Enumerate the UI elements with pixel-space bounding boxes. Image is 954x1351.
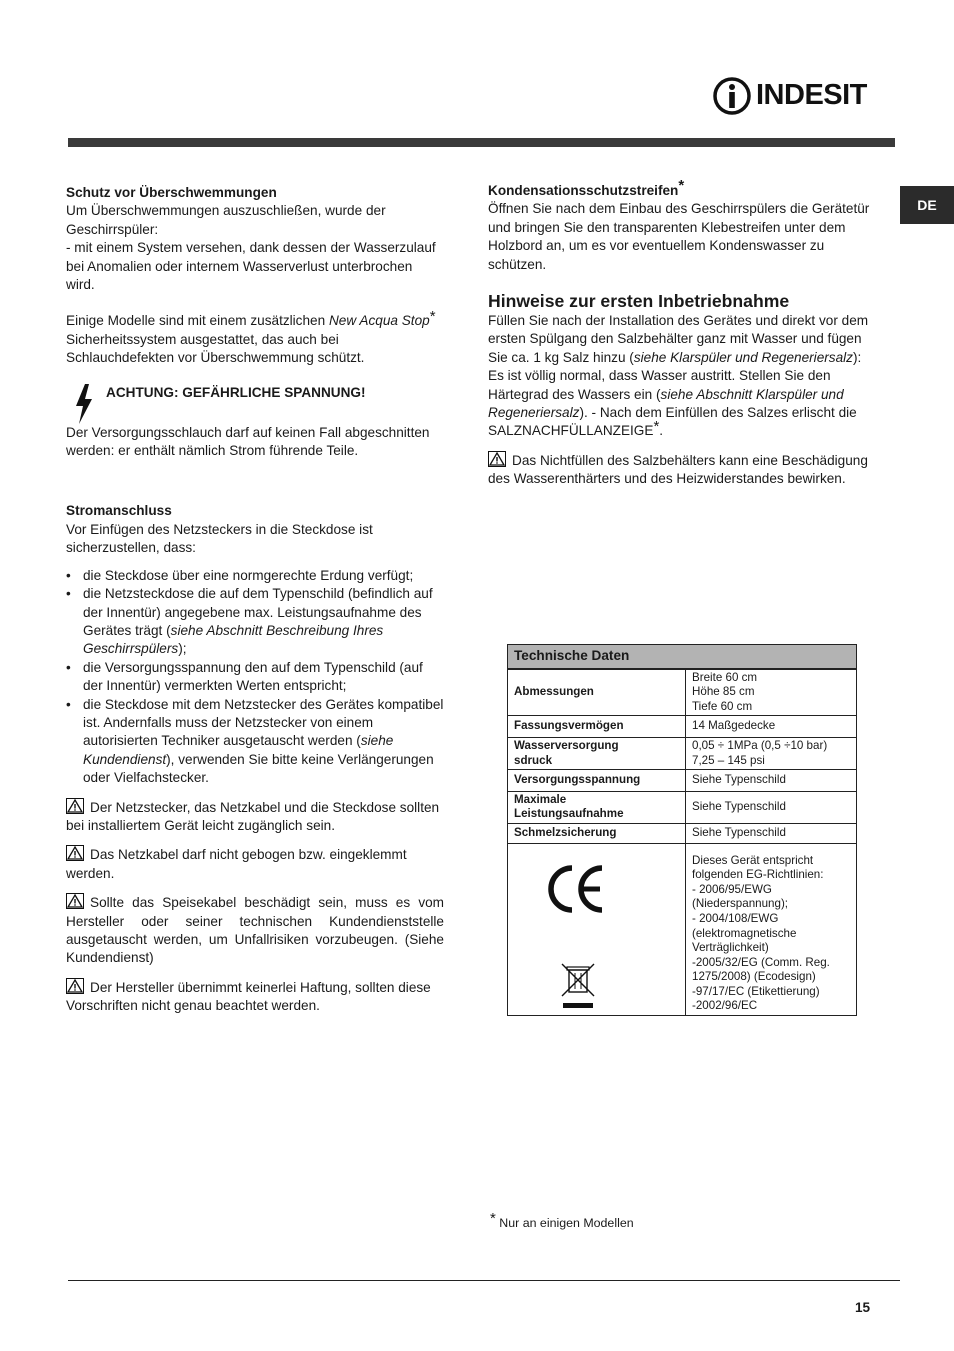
flood-para2: - mit einem System versehen, dank dessen der Wasserzulauf bei Anomalien oder internem Wasserverlust unterbrochen wird. bbox=[66, 240, 436, 293]
warning-icon bbox=[66, 893, 84, 909]
table-row: Abmessungen Breite 60 cm Höhe 85 cm Tiefe 60 cm bbox=[508, 669, 857, 716]
ce-compliance-text: Dieses Gerät entspricht folgenden EG-Richtlinien: - 2006/95/EWG (Niederspannung); - 2004/108/EWG (elektromagnetische Verträglichkeit) -2005/32/EG (Comm. Reg. 1275/2008) (Ecodesign) -97/17/EC (Etikettierung) -2002/96/EC bbox=[686, 843, 857, 1016]
language-tab: DE bbox=[900, 186, 954, 224]
right-column bbox=[488, 177, 870, 489]
footer-rule bbox=[68, 1280, 900, 1281]
power-title: Stromanschluss bbox=[66, 503, 172, 519]
danger-title: ACHTUNG: GEFÄHRLICHE SPANNUNG! bbox=[106, 384, 366, 400]
table-header: Technische Daten bbox=[508, 645, 857, 669]
list-item: • die Netzsteckdose die auf dem Typenschild (befindlich auf der Innentür) angegebene max. Leistungsaufnahme des Gerätes trägt (siehe Abschnitt Beschreibung Ihres Geschirrspülers); bbox=[66, 585, 444, 659]
brand-wordmark: INDESIT bbox=[756, 79, 867, 111]
list-item: • die Steckdose mit dem Netzstecker des Gerätes kompatibel ist. Andernfalls muss der Netzstecker von einem autorisierten Techniker ausgetauscht werden (siehe Kundendienst), verwenden Sie bitte keine Verlängerungen oder Vielfachstecker. bbox=[66, 696, 444, 788]
tech-data-table bbox=[507, 644, 857, 1016]
table-row: Wasserversorgung sdruck 0,05 ÷ 1MPa (0,5 ÷10 bar) 7,25 – 145 psi bbox=[508, 737, 857, 769]
cond-text: Öffnen Sie nach dem Einbau des Geschirrspülers die Gerätetür und bringen Sie den transparenten Klebestreifen unter dem Holzbord an, um es vor eventuellem Kondenswasser zu schützen. bbox=[488, 201, 870, 272]
flood-para1: Um Überschwemmungen auszuschließen, wurde der Geschirrspüler: bbox=[66, 203, 386, 237]
table-header-row bbox=[508, 645, 857, 669]
indesit-logo bbox=[712, 76, 867, 116]
power-warning-4: Der Hersteller übernimmt keinerlei Haftung, sollten diese Vorschriften nicht genau beachtet werden. bbox=[66, 979, 431, 1014]
flood-title: Schutz vor Überschwemmungen bbox=[66, 185, 277, 200]
table-row bbox=[508, 843, 857, 1016]
power-bullets bbox=[66, 567, 444, 788]
warning-icon bbox=[66, 845, 84, 861]
warning-icon bbox=[66, 978, 84, 994]
ce-mark-icon bbox=[546, 864, 606, 914]
cond-title: Kondensationsschutzstreifen* bbox=[488, 177, 685, 198]
list-item: • die Steckdose über eine normgerechte Erdung verfügt; bbox=[66, 567, 444, 585]
flood-para3: Einige Modelle sind mit einem zusätzlichen New Acqua Stop* Sicherheitssystem ausgestattet, das auch bei Schlauchdefekten vor Überschwemmung schützt. bbox=[66, 307, 436, 366]
left-column bbox=[66, 184, 444, 1016]
first-use-title: Hinweise zur ersten Inbetriebnahme bbox=[488, 291, 790, 312]
table-row: Fassungsvermögen 14 Maßgedecke bbox=[508, 716, 857, 738]
table-row: Versorgungsspannung Siehe Typenschild bbox=[508, 770, 857, 792]
danger-text: Der Versorgungsschlauch darf auf keinen Fall abgeschnitten werden: er enthält nämlich Strom führende Teile. bbox=[66, 424, 430, 459]
warning-icon bbox=[66, 798, 84, 814]
header-bar bbox=[68, 138, 895, 147]
warning-icon bbox=[488, 451, 506, 467]
lightning-icon bbox=[74, 384, 94, 424]
first-use-warning: Das Nichtfüllen des Salzbehälters kann eine Beschädigung des Wasserenthärters und des Heizwiderstandes bewirken. bbox=[488, 452, 868, 487]
page-number: 15 bbox=[855, 1300, 871, 1315]
power-warning-2: Das Netzkabel darf nicht gebogen bzw. eingeklemmt werden. bbox=[66, 847, 407, 881]
power-warning-1: Der Netzstecker, das Netzkabel und die Steckdose sollten bei installiertem Gerät leicht zugänglich sein. bbox=[66, 799, 440, 833]
list-item: • die Versorgungsspannung den auf dem Typenschild (auf der Innentür) vermerkten Werten entspricht; bbox=[66, 659, 444, 696]
danger-block bbox=[66, 386, 444, 426]
indesit-logo-icon bbox=[712, 76, 752, 116]
footnote: * Nur an einigen Modellen bbox=[490, 1209, 634, 1230]
weee-bin-icon bbox=[560, 962, 596, 1012]
table-row: Schmelzsicherung Siehe Typenschild bbox=[508, 823, 857, 843]
first-use-text: Füllen Sie nach der Installation des Gerätes und direkt vor dem ersten Spülgang den Salzbehälter ganz mit Wasser und fügen Sie ca. 1 kg Salz hinzu (siehe Klarspüler und Regeneriersalz): Es ist völlig normal, dass Wasser austritt. Stellen Sie den Härtegrad des Wassers ein (siehe Abschnitt Klarspüler und Regeneriersalz). - Nach dem Einfüllen des Salzes erlischt die SALZNACHFÜLLANZEIGE*. bbox=[488, 313, 869, 439]
power-intro: Vor Einfügen des Netzsteckers in die Steckdose ist sicherzustellen, dass: bbox=[66, 521, 373, 556]
table-row: Maximale Leistungsaufnahme Siehe Typenschild bbox=[508, 791, 857, 823]
power-warning-3: Sollte das Speisekabel beschädigt sein, muss es vom Hersteller oder seiner technischen Kundendienststelle ausgetauscht werden, um Unfallrisiken vorzubeugen. (Siehe Kundendienst) bbox=[66, 895, 444, 966]
